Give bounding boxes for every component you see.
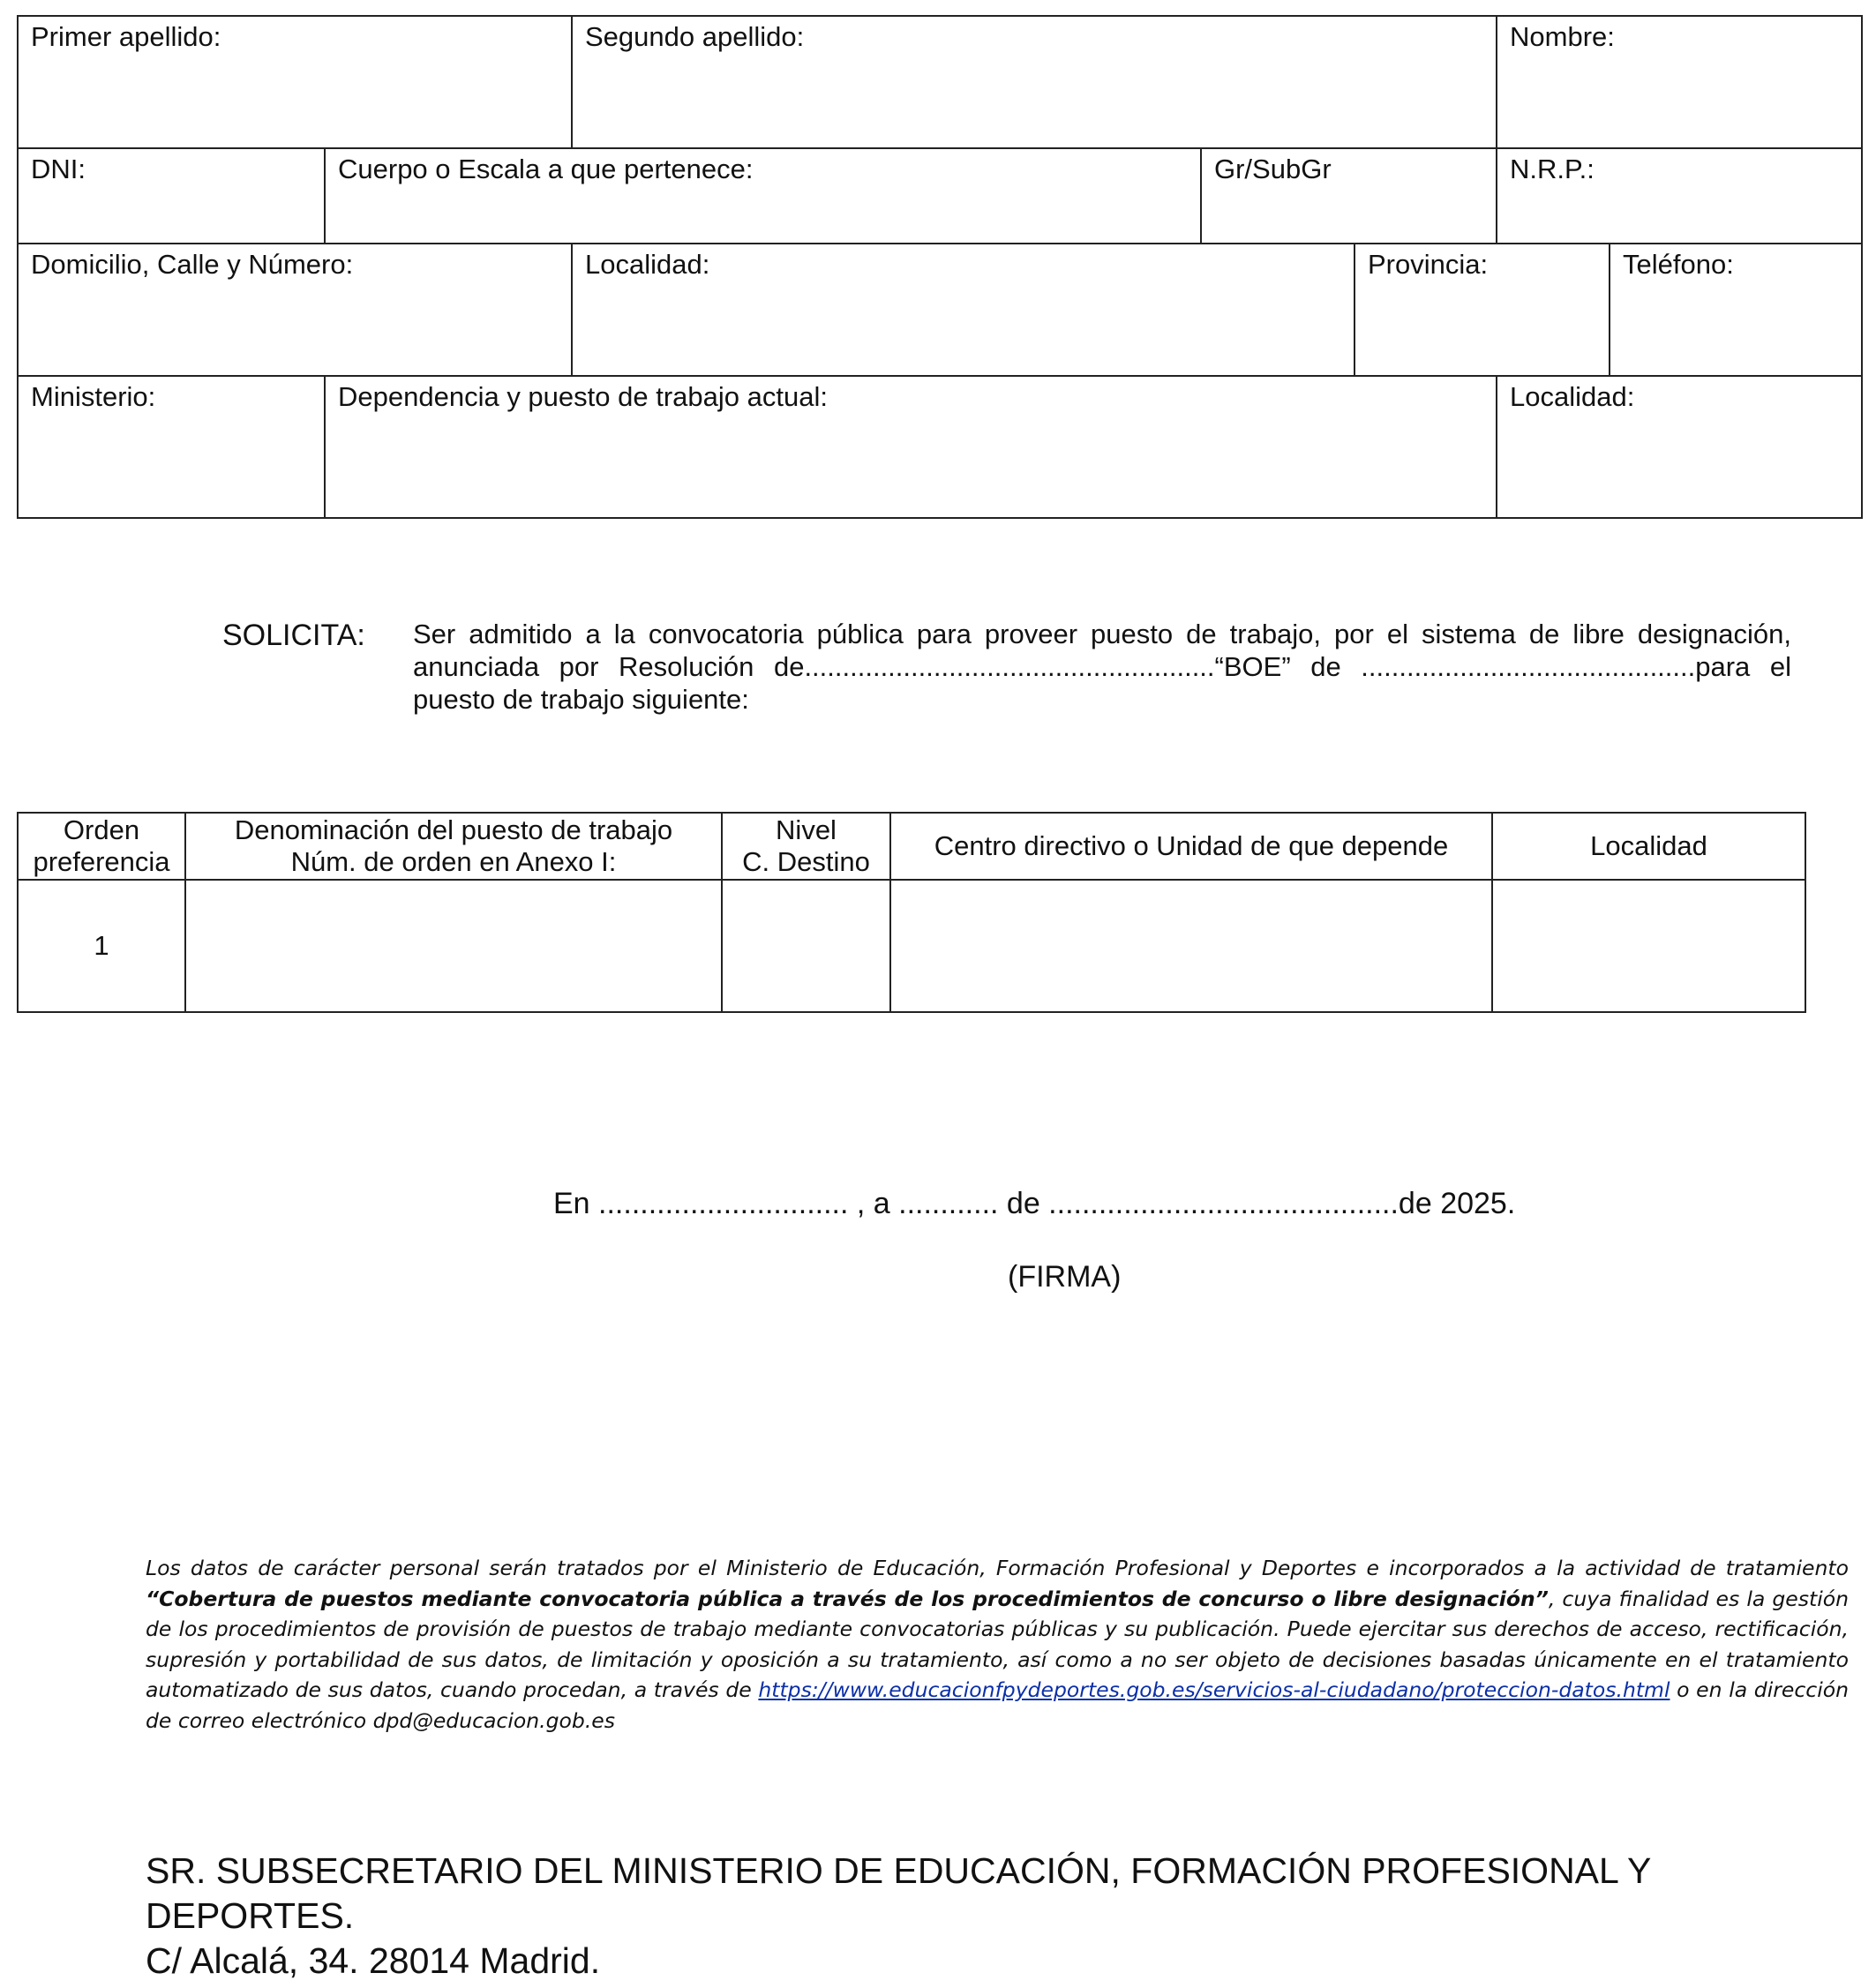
table-row <box>18 880 1805 1012</box>
solicita-line-3: puesto de trabajo siguiente: <box>413 684 749 715</box>
dependencia-field[interactable] <box>324 375 1497 519</box>
cell-centro[interactable] <box>890 880 1492 1012</box>
header-localidad: Localidad <box>1492 813 1805 880</box>
cuerpo-label: Cuerpo o Escala a que pertenece: <box>338 154 754 184</box>
header-orden-line-2: preferencia <box>33 846 170 877</box>
primer-apellido-field[interactable] <box>17 15 573 149</box>
signature-label: (FIRMA) <box>1008 1260 1122 1294</box>
header-orden-line-1: Orden <box>63 814 140 845</box>
header-orden <box>18 813 185 880</box>
nrp-field[interactable] <box>1496 147 1863 244</box>
privacy-activity-name: “Cobertura de puestos mediante convocatoria pública a través de los procedimientos de concurso o libre designación” <box>146 1586 1549 1611</box>
date-line: En .............................. , a ............ de ..........................................de 2025. <box>553 1187 1516 1220</box>
privacy-text-3: o en la dirección de correo electrónico dpd@educacion.gob.es <box>146 1677 1849 1733</box>
header-centro: Centro directivo o Unidad de que depende <box>890 813 1492 880</box>
ministerio-label: Ministerio: <box>31 381 156 412</box>
grupo-label: Gr/SubGr <box>1214 154 1332 184</box>
localidad-field[interactable] <box>571 243 1355 377</box>
provincia-field[interactable] <box>1354 243 1610 377</box>
cell-nivel[interactable] <box>722 880 890 1012</box>
solicita-label: SOLICITA: <box>222 619 365 652</box>
solicita-text <box>413 618 1791 716</box>
privacy-notice <box>146 1553 1849 1736</box>
addressee-line-2: C/ Alcalá, 34. 28014 Madrid. <box>146 1940 601 1981</box>
cell-localidad[interactable] <box>1492 880 1805 1012</box>
primer-apellido-label: Primer apellido: <box>31 21 221 52</box>
ministerio-field[interactable] <box>17 375 326 519</box>
localidad-actual-field[interactable] <box>1496 375 1863 519</box>
domicilio-label: Domicilio, Calle y Número: <box>31 249 354 280</box>
privacy-text-1: Los datos de carácter personal serán tratados por el Ministerio de Educación, Formación Profesional y Deportes e incorporados a la actividad de tratamiento <box>146 1556 1849 1580</box>
telefono-label: Teléfono: <box>1623 249 1734 280</box>
telefono-field[interactable] <box>1609 243 1863 377</box>
header-nivel-line-1: Nivel <box>776 814 837 845</box>
privacy-link[interactable]: https://www.educacionfpydeportes.gob.es/servicios-al-ciudadano/proteccion-datos.html <box>758 1677 1670 1702</box>
provincia-label: Provincia: <box>1368 249 1489 280</box>
segundo-apellido-label: Segundo apellido: <box>585 21 805 52</box>
solicita-line-1: Ser admitido a la convocatoria pública para proveer puesto de trabajo, por el sistema de libre designación, <box>413 619 1791 649</box>
nrp-label: N.R.P.: <box>1510 154 1595 184</box>
dependencia-label: Dependencia y puesto de trabajo actual: <box>338 381 828 412</box>
segundo-apellido-field[interactable] <box>571 15 1497 149</box>
solicita-line-2: anunciada por Resolución de......................................................“BOE” de ............................................para el <box>413 651 1791 682</box>
header-nivel-line-2: C. Destino <box>742 846 870 877</box>
header-denominacion-line-2: Núm. de orden en Anexo I: <box>290 846 617 877</box>
cell-orden: 1 <box>18 880 185 1012</box>
domicilio-field[interactable] <box>17 243 573 377</box>
cell-denominacion[interactable] <box>185 880 722 1012</box>
addressee <box>146 1849 1857 1984</box>
header-nivel <box>722 813 890 880</box>
nombre-label: Nombre: <box>1510 21 1615 52</box>
addressee-line-1: SR. SUBSECRETARIO DEL MINISTERIO DE EDUCACIÓN, FORMACIÓN PROFESIONAL Y DEPORTES. <box>146 1850 1651 1936</box>
grupo-field[interactable] <box>1200 147 1497 244</box>
localidad-label: Localidad: <box>585 249 710 280</box>
localidad-actual-label: Localidad: <box>1510 381 1635 412</box>
dni-field[interactable] <box>17 147 326 244</box>
header-denominacion <box>185 813 722 880</box>
cuerpo-field[interactable] <box>324 147 1202 244</box>
positions-header-row <box>18 813 1805 880</box>
header-denominacion-line-1: Denominación del puesto de trabajo <box>234 814 673 845</box>
privacy-text-2: , cuya finalidad es la gestión de los procedimientos de provisión de puestos de trabajo mediante convocatorias públicas y su publicación. Puede ejercitar sus derechos de acceso, rectificación, supresión y portabilidad de sus datos, de limitación y oposición a su tratamiento, así como a no ser objeto de decisiones basadas únicamente en el tratamiento automatizado de sus datos, cuando procedan, a través de <box>146 1586 1849 1702</box>
positions-table <box>17 812 1806 1013</box>
dni-label: DNI: <box>31 154 86 184</box>
nombre-field[interactable] <box>1496 15 1863 149</box>
